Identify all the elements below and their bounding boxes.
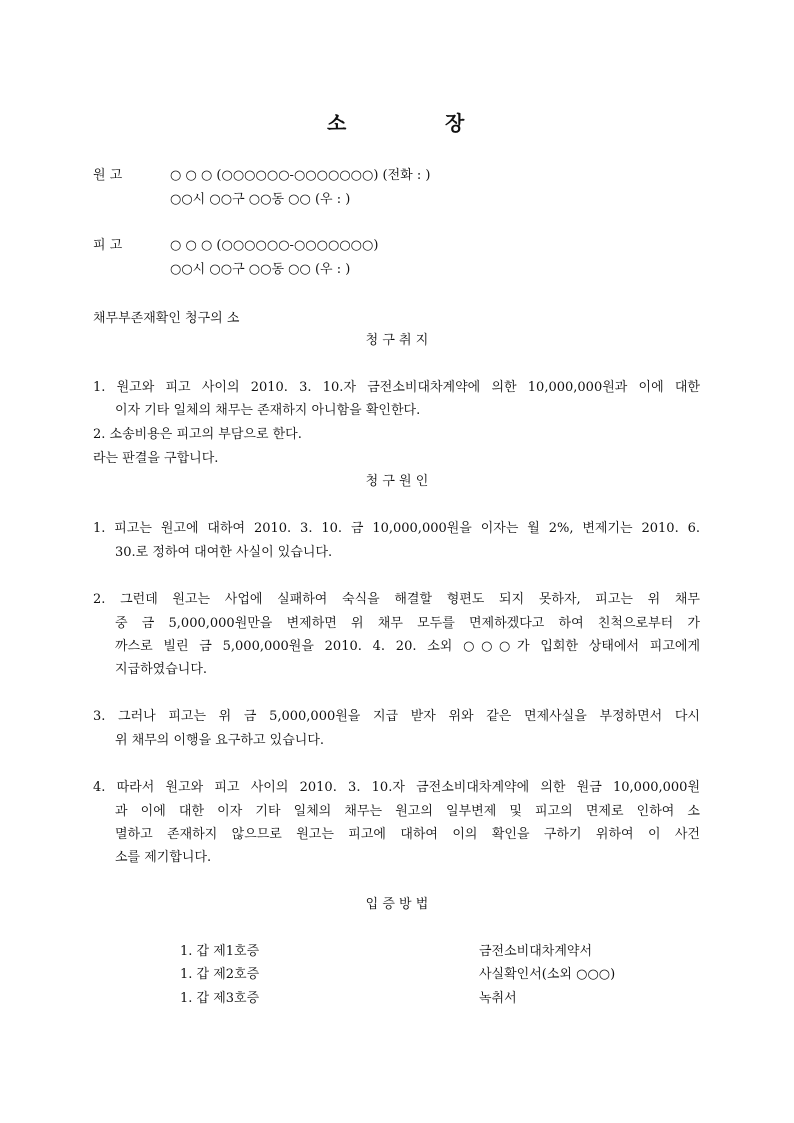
- plaintiff-address: ○○시 ○○구 ○○동 ○○ (우 : ): [170, 192, 351, 207]
- claim-purpose-item2: 2. 소송비용은 피고의 부담으로 한다.: [93, 427, 302, 442]
- defendant-role: 피 고: [93, 238, 123, 253]
- claim-cause-p2-line3: 까스로 빌린 금 5,000,000원을 2010. 4. 20. 소외 ○○○가 입회한 상태에서 피고에게: [115, 639, 700, 654]
- claim-purpose-closing: 라는 판결을 구합니다.: [93, 451, 219, 466]
- claim-cause-p1-line1: 1. 피고는 원고에 대하여 2010. 3. 10. 금 10,000,000원을 이자는 월 2%, 변제기는 2010. 6.: [93, 521, 700, 536]
- defendant-address: ○○시 ○○구 ○○동 ○○ (우 : ): [170, 262, 351, 277]
- claim-cause-p3-line2: 위 채무의 이행을 요구하고 있습니다.: [115, 733, 325, 748]
- plaintiff-role: 원 고: [93, 168, 123, 183]
- claim-cause-p2-line4: 지급하였습니다.: [115, 662, 208, 677]
- evidence-item-desc: 사실확인서(소외 ○○○): [479, 967, 616, 982]
- evidence-item-label: 1. 갑 제2호증: [180, 967, 260, 982]
- claim-purpose-item1-line1: 1. 원고와 피고 사이의 2010. 3. 10.자 금전소비대차계약에 의한 10,000,000원과 이에 대한: [93, 380, 700, 395]
- evidence-item-desc: 녹취서: [479, 991, 517, 1006]
- defendant-name-id: ○ ○ ○ (○○○○○○-○○○○○○○): [170, 238, 379, 253]
- claim-purpose-item1-line2: 이자 기타 일체의 채무는 존재하지 아니함을 확인한다.: [115, 403, 421, 418]
- claim-cause-p3-line1: 3. 그러나 피고는 위 금 5,000,000원을 지급 받자 위와 같은 면제사실을 부정하면서 다시: [93, 709, 700, 724]
- claim-cause-p4-line3: 멸하고 존재하지 않으므로 원고는 피고에 대하여 이의 확인을 구하기 위하여 이 사건: [115, 827, 700, 842]
- evidence-item-label: 1. 갑 제3호증: [180, 991, 260, 1006]
- plaintiff-name-id-phone: ○ ○ ○ (○○○○○○-○○○○○○○) (전화 : ): [170, 168, 431, 183]
- claim-cause-p4-line1: 4. 따라서 원고와 피고 사이의 2010. 3. 10.자 금전소비대차계약에 의한 원금 10,000,000원: [93, 780, 700, 795]
- evidence-heading: 입 증 방 법: [365, 897, 429, 912]
- claim-cause-p1-line2: 30.로 정하여 대여한 사실이 있습니다.: [115, 545, 333, 560]
- evidence-item-label: 1. 갑 제1호증: [180, 944, 260, 959]
- claim-cause-heading: 청 구 원 인: [365, 474, 429, 489]
- claim-cause-p4-line4: 소를 제기합니다.: [115, 850, 212, 865]
- claim-cause-p4-line2: 과 이에 대한 이자 기타 일체의 채무는 원고의 일부변제 및 피고의 면제로 인하여 소: [115, 804, 700, 819]
- title-left-char: 소: [327, 111, 347, 135]
- claim-cause-p2-line2: 중 금 5,000,000원만을 변제하면 위 채무 모두를 면제하겠다고 하여 친척으로부터 가: [115, 616, 700, 631]
- claim-purpose-heading: 청 구 취 지: [365, 333, 429, 348]
- evidence-item-desc: 금전소비대차계약서: [479, 944, 593, 959]
- title-right-char: 장: [445, 111, 465, 135]
- case-name: 채무부존재확인 청구의 소: [93, 311, 240, 326]
- claim-cause-p2-line1: 2. 그런데 원고는 사업에 실패하여 숙식을 해결할 형편도 되지 못하자, 피고는 위 채무: [93, 592, 700, 607]
